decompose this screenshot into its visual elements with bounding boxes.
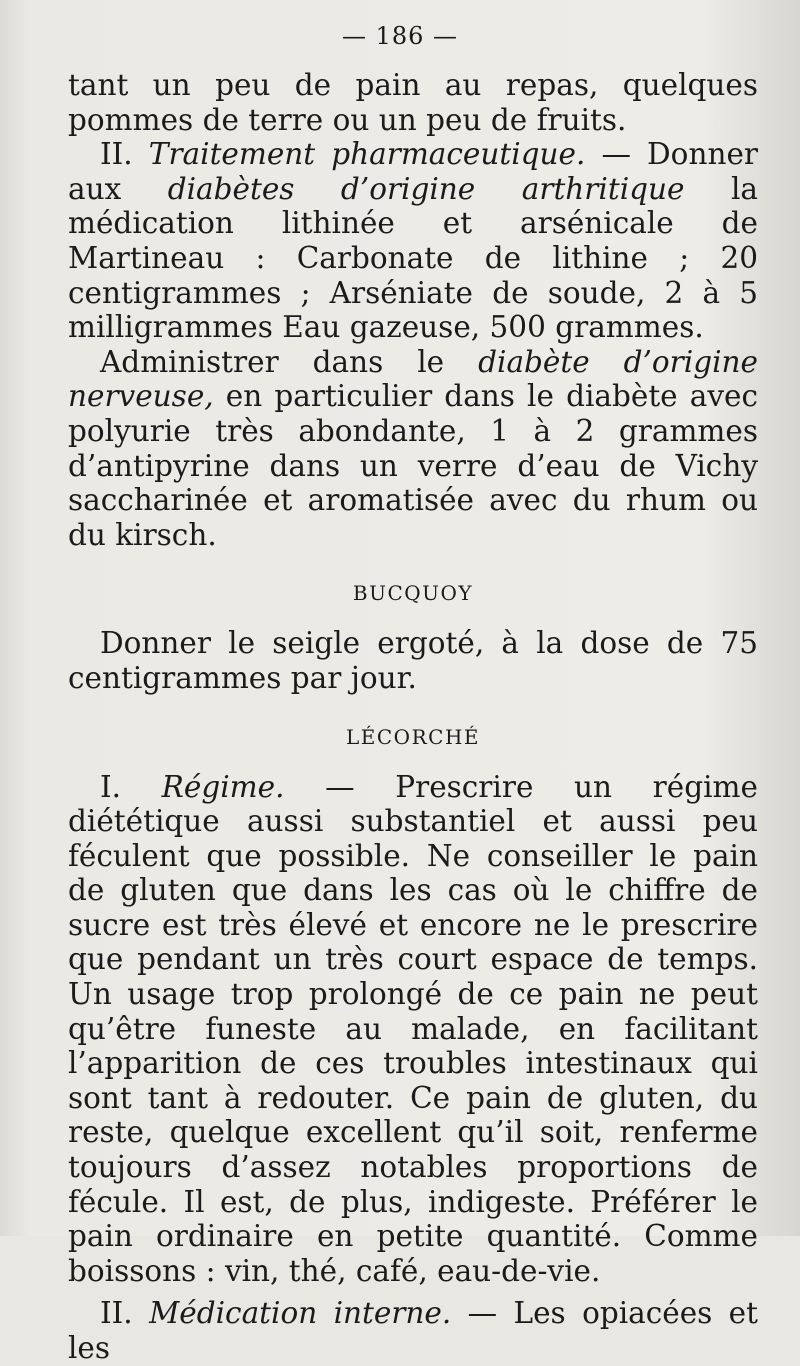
paragraph-traitement-pharmaceutique (68, 137, 758, 345)
section-title: Médication interne. (149, 1296, 452, 1331)
section-number: II. (100, 1296, 150, 1331)
section-title: Régime. (161, 769, 285, 804)
emphasized-text: diabètes d’origine arthritique (167, 171, 685, 206)
paragraph-text: — Donner aux (68, 137, 758, 206)
paragraph-text: la médication lithinée et arsénicale de Martineau : Carbonate de lithine ; 20 centigrammes ; Arséniate de soude, 2 à 5 milligrammes Eau gazeuse, 500 grammes. (68, 171, 759, 345)
paragraph-continuation (68, 68, 758, 137)
paragraph-text: en particulier dans le diabète avec polyurie très abondante, 1 à 2 grammes d’antipyrine dans un verre d’eau de Vichy saccharinée et aromatisée avec du rhum ou du kirsch. (68, 379, 758, 552)
section-title: Traitement pharmaceutique. (148, 137, 586, 172)
paragraph-regime (68, 770, 758, 1289)
paragraph-text: — Prescrire un régime diététique aussi substantiel et aussi peu féculent que possible. Ne conseiller le pain de gluten que dans les cas où le chiffre de sucre est très élevé et encore ne le prescrire que pendant un très court espace de temps. Un usage trop prolongé de ce pain ne peut qu’être funeste au malade, en facilitant l’apparition de ces troubles intestinaux qui sont tant à redouter. Ce pain de gluten, du reste, quelque excellent qu’il soit, renferme toujours d’assez notables proportions de fécule. Il est, de plus, indigeste. Préférer le pain ordinaire en petite quantité. Comme boissons : vin, thé, café, eau-de-vie. (68, 769, 758, 1288)
paragraph-administrer (68, 345, 758, 553)
page-body (68, 68, 758, 1366)
paragraph-text: — Les opiacées et les (68, 1296, 758, 1365)
section-number: II. (100, 137, 149, 172)
emphasized-text: diabète d’origine nerveuse, (68, 344, 758, 414)
page-number: — 186 — (341, 22, 459, 50)
paragraph-seigle (68, 626, 758, 695)
paragraph-text: tant un peu de pain au repas, quelques pommes de terre ou un peu de fruits. (68, 68, 758, 137)
paragraph-gap (68, 1288, 758, 1296)
section-heading-lecorche: LÉCORCHÉ (346, 724, 480, 749)
paragraph-text: Administrer dans le (100, 344, 479, 379)
section-number: I. (100, 769, 162, 804)
paragraph-text: Donner le seigle ergoté, à la dose de 75 centigrammes par jour. (68, 626, 758, 695)
paragraph-medication-interne (68, 1296, 758, 1365)
section-heading-bucquoy: BUCQUOY (352, 581, 474, 606)
